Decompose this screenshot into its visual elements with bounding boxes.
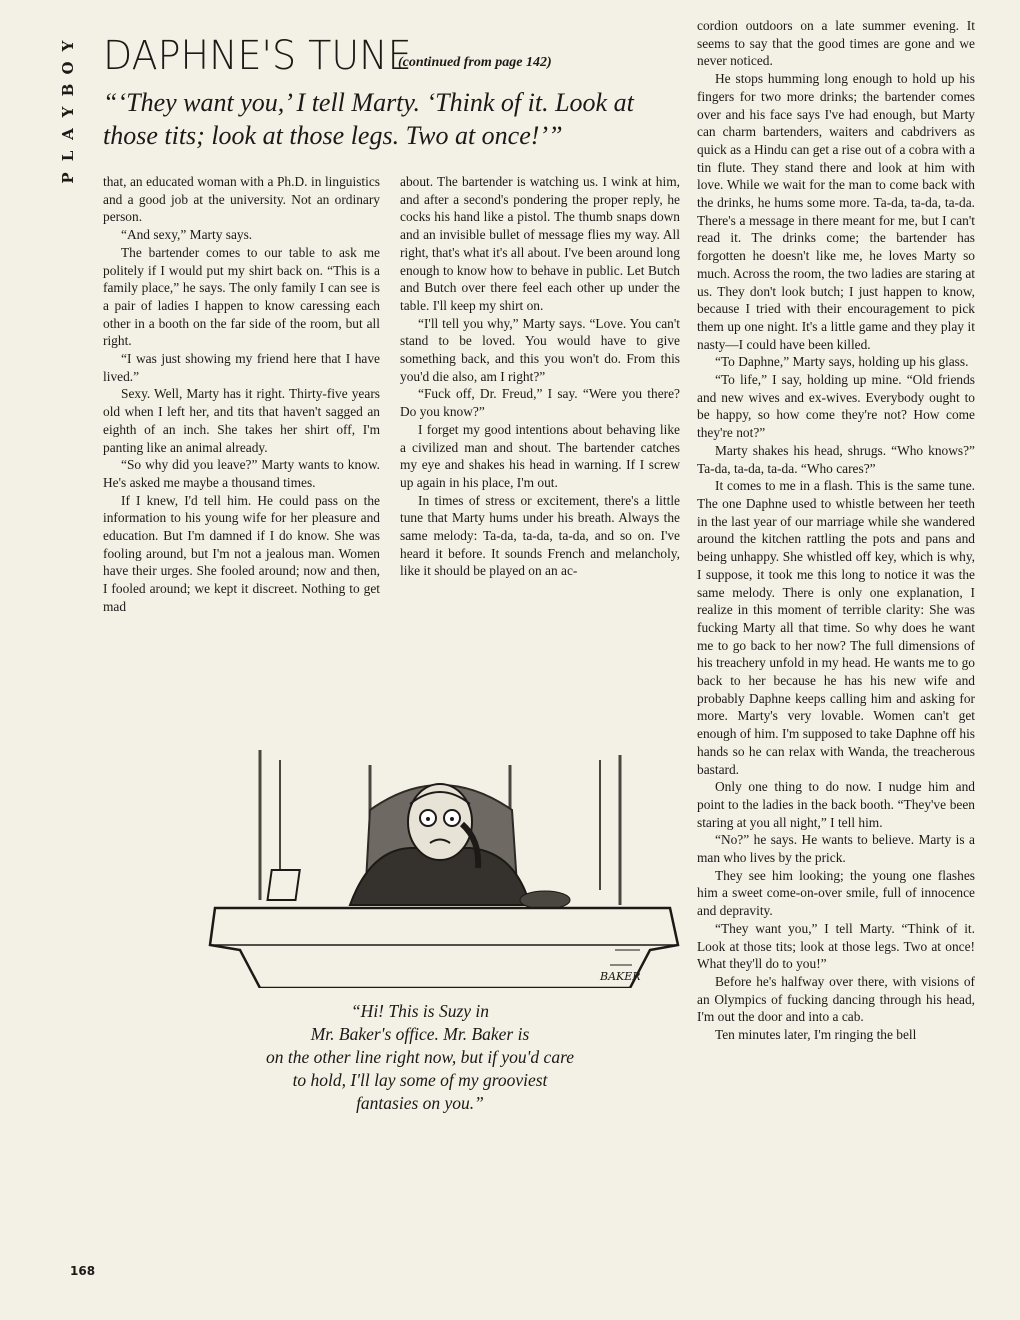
text-column-2	[400, 173, 680, 580]
paragraph: “Fuck off, Dr. Freud,” I say. “Were you there? Do you know?”	[400, 386, 680, 420]
caption-line: “Hi! This is Suzy in	[350, 1001, 490, 1021]
cartoonist-signature: BAKER	[600, 970, 641, 983]
paragraph: In times of stress or excitement, there's a little tune that Marty hums under his breath. Always the same melody: Ta-da, ta-da, ta-da, and so on. I've heard it before. It sounds French and melancholy, like it should be played on an ac-	[400, 492, 680, 579]
magazine-name-letter: P	[59, 172, 77, 184]
caption-line: to hold, I'll lay some of my grooviest	[292, 1070, 548, 1090]
paragraph: “No?” he says. He wants to believe. Marty is a man who lives by the prick.	[697, 832, 975, 866]
text-column-1	[103, 173, 380, 616]
paragraph: Ten minutes later, I'm ringing the bell	[715, 1027, 917, 1043]
paragraph: that, an educated woman with a Ph.D. in linguistics and a good job at the university. Not an ordinary person.	[103, 174, 380, 225]
cartoon-illustration	[200, 740, 690, 988]
paragraph: “To Daphne,” Marty says, holding up his glass.	[715, 354, 969, 370]
caption-line: on the other line right now, but if you'd care	[265, 1047, 574, 1067]
paragraph: about. The bartender is watching us. I wink at him, and after a second's pondering the proper reply, he cocks his hand like a pistol. The thumb snaps down and an invisible bullet of message flies my way. All right, that's what it's all about. I've been around long enough to know how to behave in public. Let Butch and Butch over there feel each other up under the table. I'll keep my shirt on.	[400, 174, 680, 313]
cartoon-caption	[190, 1000, 650, 1115]
desk-phone-icon	[520, 891, 570, 909]
text-column-3	[697, 17, 975, 1044]
magazine-name-letter: L	[59, 150, 77, 162]
paragraph: It comes to me in a flash. This is the same tune. The one Daphne used to whistle between her teeth in the last year of our marriage while she wandered around the kitchen rattling the pots and pans and being unhappy. She whistled off key, which is why, I suppose, it took me this long to notice it was the same melody. There is only one explanation, I realize in this moment of terrible clarity: She was fucking Marty all that time. So why does he want me to go back to her now? The full dimensions of his treachery unfold in my head. He wants me to go back to her because he has his new wife and probably Daphne keeps calling him and asking for more. Marty's very lovable. Women can't get enough of him. I'm supposed to take Daphne off his hands so he can relax with Wanda, the treacherous bastard.	[697, 478, 975, 777]
paragraph: “They want you,” I tell Marty. “Think of it. Look at those tits; look at those legs. Two at once! What they'll do to you!”	[697, 920, 975, 972]
magazine-name-letter: Y	[59, 40, 77, 52]
executive-head	[408, 784, 472, 860]
magazine-name-letter: O	[59, 61, 77, 75]
paragraph: “And sexy,” Marty says.	[121, 227, 253, 243]
paragraph: If I knew, I'd tell him. He could pass on the information to his young wife for her pleasure and education. But I'm damned if I do know. She was fooling around, but I'm not a jealous man. Women have their urges. She fooled around; now and then, I fooled around; we kept it discreet. Nothing to get mad	[103, 492, 380, 614]
paragraph: Marty shakes his head, shrugs. “Who knows?” Ta-da, ta-da, ta-da. “Who cares?”	[697, 442, 975, 476]
paragraph: He stops humming long enough to hold up his fingers for two more drinks; the bartender comes over and his face says I've had enough, but Marty can charm bartenders, waiters and cabdrivers as quick as a Hindu can get a rise out of a cobra with a tin flute. They stand there and look at him with love. While we wait for the man to come back with the drinks, he hums some more. Ta-da, ta-da, ta-da. There's a message in there meant for me, but I can't read it. The drinks come; the bartender has forgotten he doesn't like me, he loves Marty so much. Across the room, the two ladies are staring at us. They don't look butch; I just happen to know, because I tried with their encouragement to pick them up one night. It's a little game and they play it nasty—I could have been killed.	[697, 71, 975, 352]
paragraph: I forget my good intentions about behaving like a civilized man and shout. The bartender catches my eye and shakes his head in warning. If I screw up again in his place, I'm out.	[400, 421, 680, 490]
article-title: DAPHNE'S TUNE	[103, 32, 412, 79]
caption-line: Mr. Baker's office. Mr. Baker is	[310, 1024, 530, 1044]
magazine-name-letter: A	[59, 128, 77, 140]
paragraph: “To life,” I say, holding up mine. “Old friends and new wives and ex-wives. Everybody ought to be happy, so how come they're not? How come they're not?”	[697, 372, 975, 441]
pull-quote: “‘They want you,’ I tell Marty. ‘Think of it. Look at those tits; look at those legs. Two at once!’”	[103, 88, 634, 150]
paragraph: “I'll tell you why,” Marty says. “Love. You can't stand to be loved. You would have to give something back, and this you won't do. From this you'd die also, am I right?”	[400, 315, 680, 384]
page-number: 168	[70, 1264, 96, 1278]
paragraph: The bartender comes to our table to ask me politely if I would put my shirt back on. “This is a family place,” he says. The only family I can see is a pair of ladies I happen to know caressing each other in a booth on the far side of the room, but all right.	[103, 244, 380, 349]
paragraph: “So why did you leave?” Marty wants to know. He's asked me maybe a thousand times.	[103, 457, 380, 490]
paragraph: Only one thing to do now. I nudge him and point to the ladies in the back booth. “They've been staring at you all night,” I tell him.	[697, 779, 975, 830]
paragraph: cordion outdoors on a late summer evening. It seems to say that the good times are gone and we never noticed.	[697, 18, 975, 69]
paragraph: Sexy. Well, Marty has it right. Thirty-five years old when I left her, and tits that haven't sagged an eighth of an inch. She takes her shirt off, I'm panting like an animal already.	[103, 386, 380, 455]
paragraph: They see him looking; the young one flashes him a sweet come-on-over smile, full of innocence and depravity.	[697, 867, 975, 919]
paragraph: Before he's halfway over there, with visions of an Olympics of fucking dancing through his head, I'm out the door and into a cab.	[697, 973, 975, 1025]
magazine-name-letter: Y	[59, 106, 77, 118]
caption-line: fantasies on you.”	[356, 1093, 484, 1113]
continued-note: (continued from page 142)	[398, 55, 552, 70]
picture-frame-icon	[268, 870, 300, 900]
paragraph: “I was just showing my friend here that I have lived.”	[103, 351, 380, 384]
magazine-name-letter: B	[59, 83, 77, 97]
magazine-name-vertical	[58, 35, 78, 189]
